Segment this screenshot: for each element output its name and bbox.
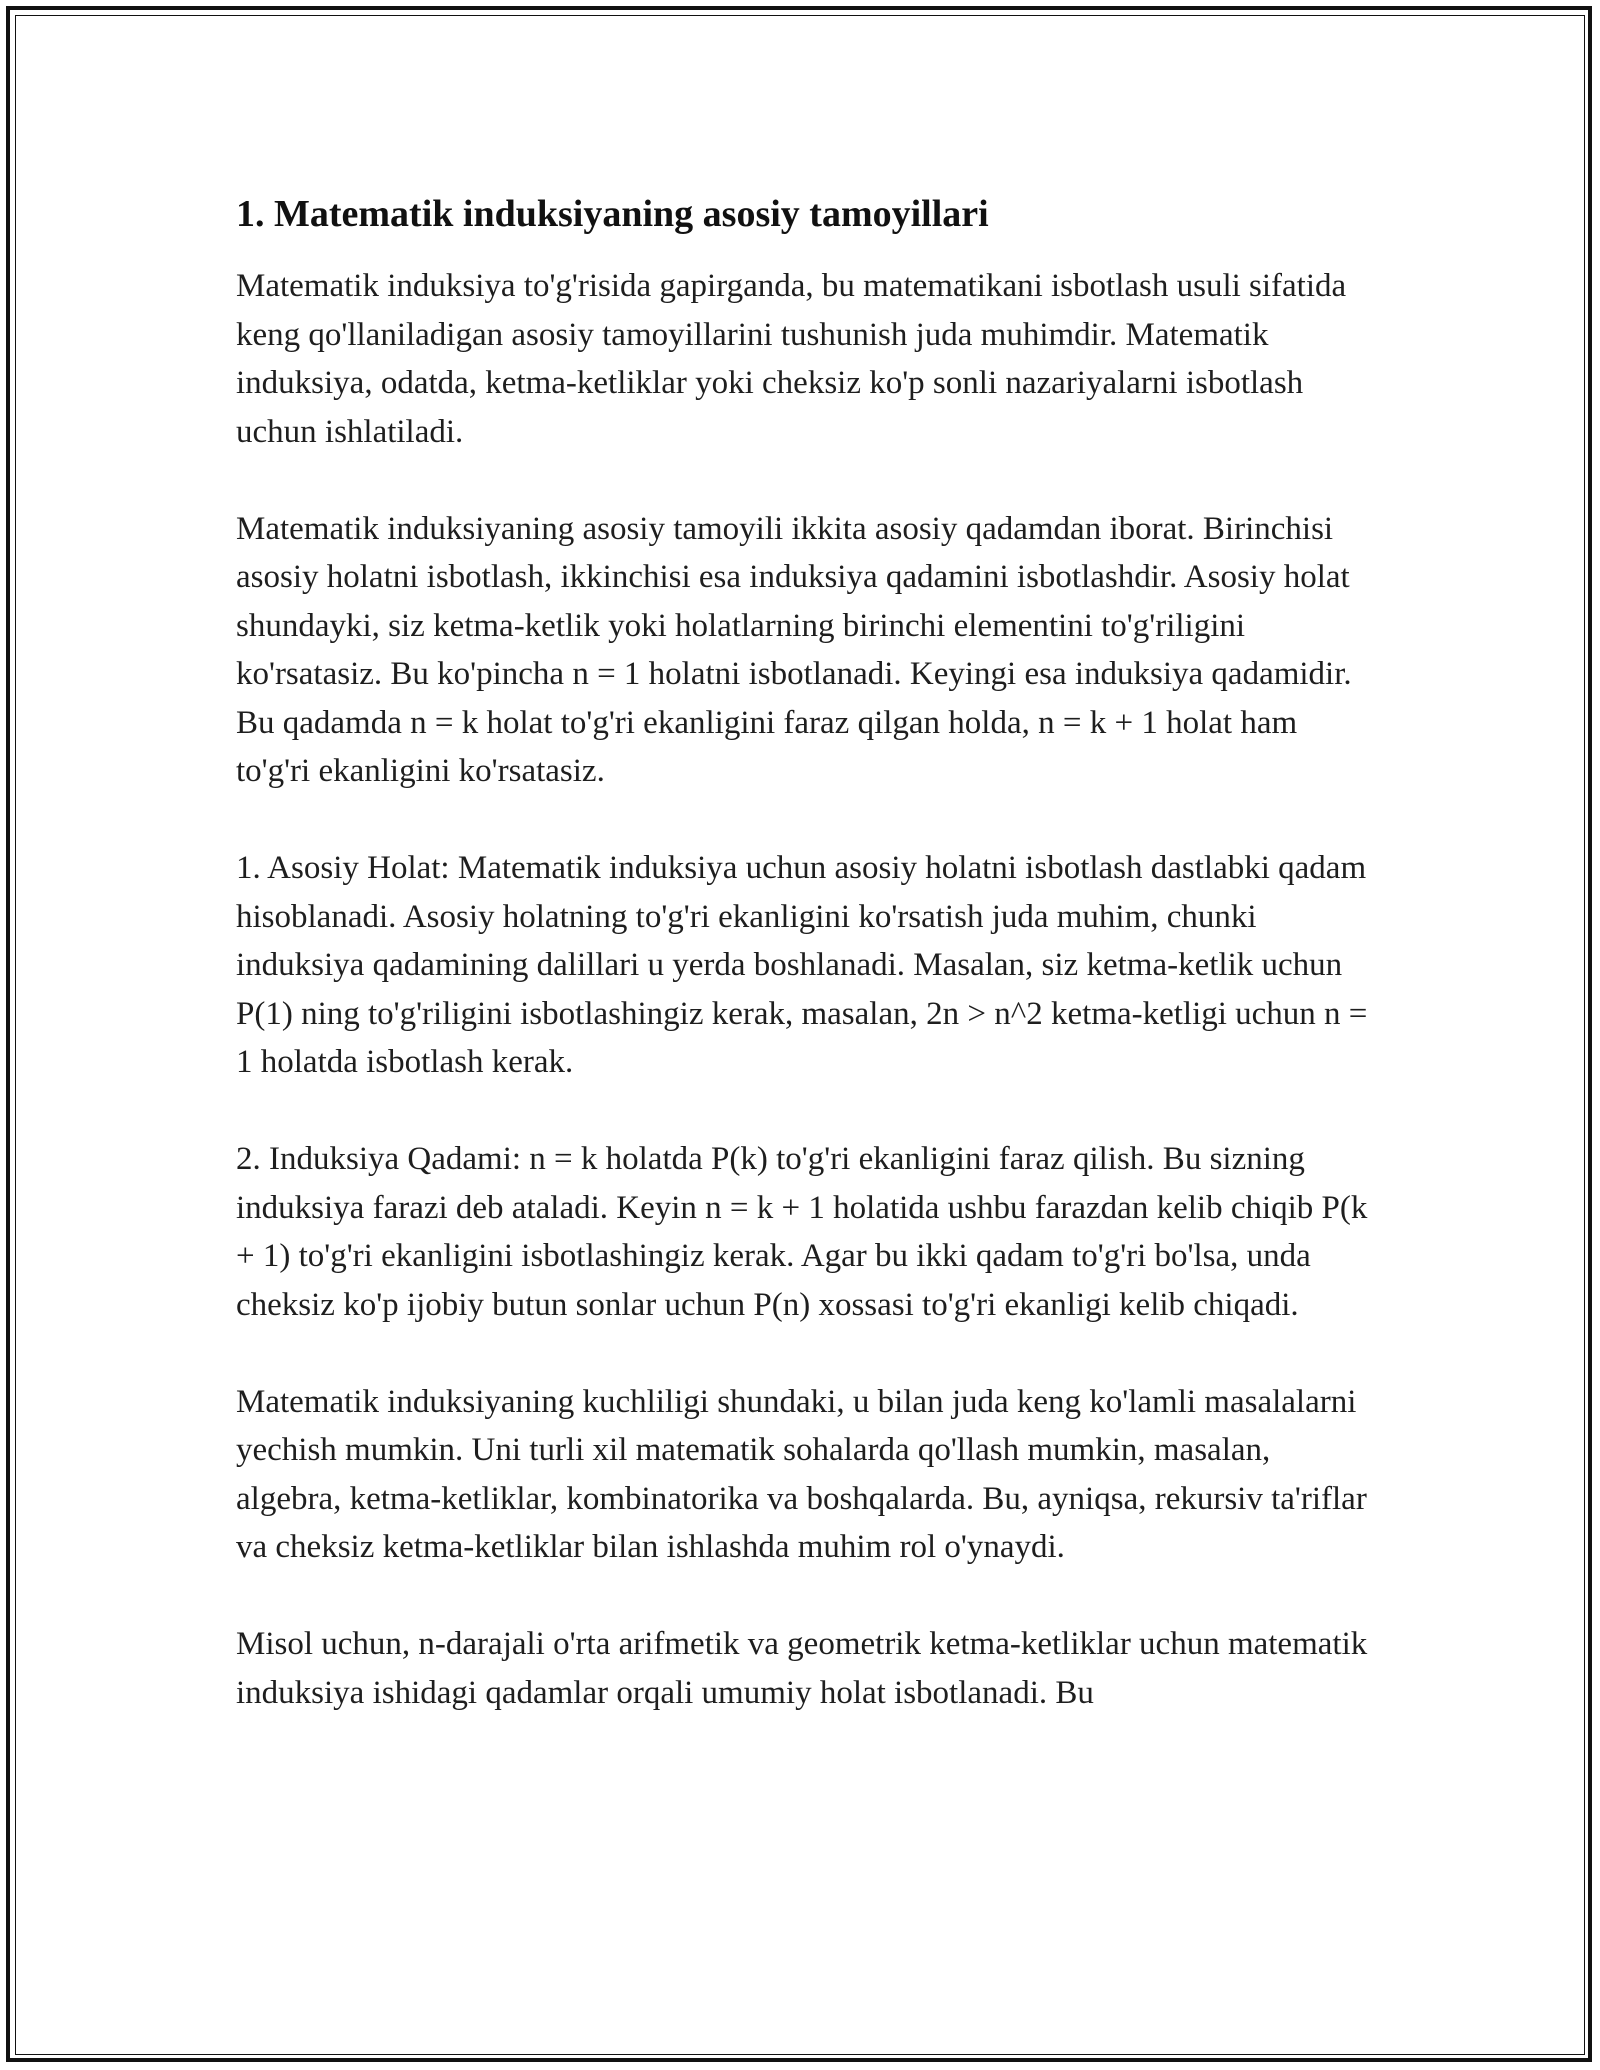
- paragraph-strength: Matematik induksiyaning kuchliligi shundaki, u bilan juda keng ko'lamli masalalarni yechish mumkin. Uni turli xil matematik sohalarda qo'llash mumkin, masalan, algebra, ketma-ketliklar, kombinatorika va boshqalarda. Bu, ayniqsa, rekursiv ta'riflar va cheksiz ketma-ketliklar bilan ishlashda muhim rol o'ynaydi.: [236, 1383, 1367, 1565]
- section-heading: 1. Matematik induksiyaning asosiy tamoyillari: [236, 193, 989, 235]
- paragraph-example: Misol uchun, n-darajali o'rta arifmetik va geometrik ketma-ketliklar uchun matematik induksiya ishidagi qadamlar orqali umumiy holat isbotlanadi. Bu: [236, 1626, 1368, 1711]
- paragraph-induction-step: 2. Induksiya Qadami: n = k holatda P(k) to'g'ri ekanligini faraz qilish. Bu sizning induksiya farazi deb ataladi. Keyin n = k + 1 holatida ushbu farazdan kelib chiqib P(k + 1) to'g'ri ekanligini isbotlashingiz kerak. Agar bu ikki qadam to'g'ri bo'lsa, unda cheksiz ko'p ijobiy butun sonlar uchun P(n) xossasi to'g'ri ekanligi kelib chiqadi.: [236, 1141, 1368, 1323]
- paragraph-intro: Matematik induksiya to'g'risida gapirganda, bu matematikani isbotlash usuli sifatida keng qo'llaniladigan asosiy tamoyillarini tushunish juda muhimdir. Matematik induksiya, odatda, ketma-ketliklar yoki cheksiz ko'p sonli nazariyalarni isbotlash uchun ishlatiladi.: [236, 268, 1347, 450]
- paragraph-base-case: 1. Asosiy Holat: Matematik induksiya uchun asosiy holatni isbotlash dastlabki qadam hisoblanadi. Asosiy holatning to'g'ri ekanligini ko'rsatish juda muhim, chunki induksiya qadamining dalillari u yerda boshlanadi. Masalan, siz ketma-ketlik uchun P(1) ning to'g'riligini isbotlashingiz kerak, masalan, 2n > n^2 ketma-ketligi uchun n = 1 holatda isbotlash kerak.: [236, 850, 1368, 1080]
- document-body: [236, 186, 1376, 1766]
- paragraph-principle: Matematik induksiyaning asosiy tamoyili ikkita asosiy qadamdan iborat. Birinchisi asosiy holatni isbotlash, ikkinchisi esa induksiya qadamini isbotlashdir. Asosiy holat shundayki, siz ketma-ketlik yoki holatlarning birinchi elementini to'g'riligini ko'rsatasiz. Bu ko'pincha n = 1 holatni isbotlanadi. Keyingi esa induksiya qadamidir. Bu qadamda n = k holat to'g'ri ekanligini faraz qilgan holda, n = k + 1 holat ham to'g'ri ekanligini ko'rsatasiz.: [236, 510, 1352, 789]
